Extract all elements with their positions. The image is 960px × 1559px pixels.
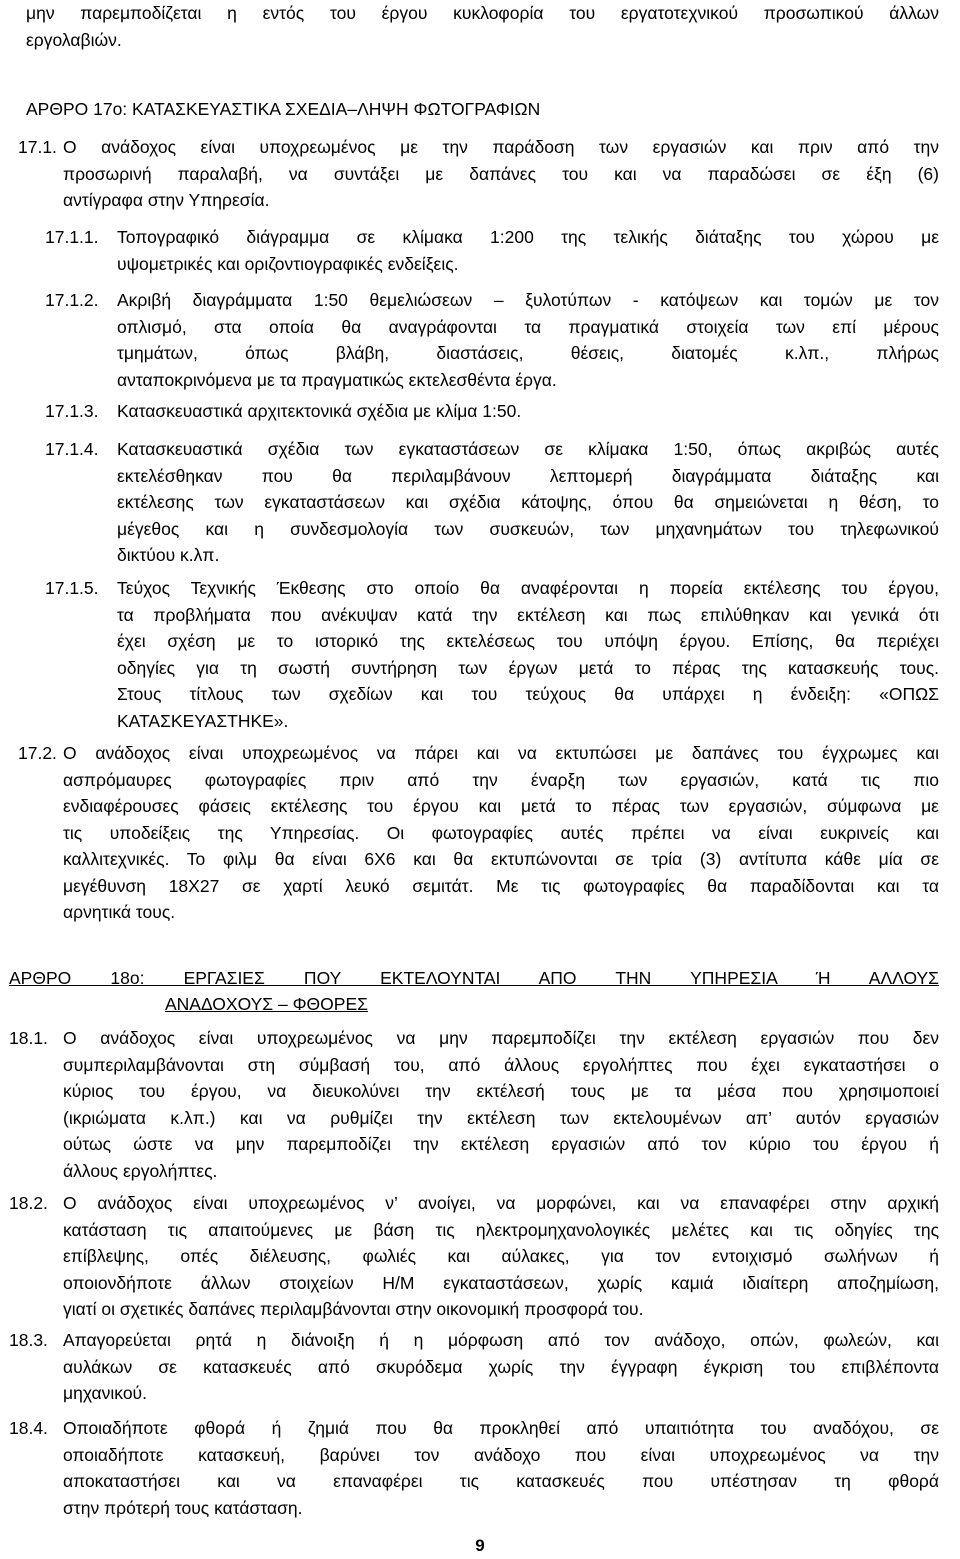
text-line: υψομετρικές και οριζοντιογραφικές ενδείξεις. xyxy=(117,253,459,274)
text-line: εργολαβιών. xyxy=(26,29,122,50)
text-line: ενδιαφέρουσες φάσεις εκτέλεσης του έργου και μετά το πέρας των εργασιών, σύμφωνα με xyxy=(63,796,939,816)
text-line: ανταποκρινόμενα με τα πραγματικώς εκτελεσθέντα έργα. xyxy=(117,369,557,390)
paragraph-18-2 xyxy=(9,1190,939,1323)
paragraph-number: 17.1. xyxy=(18,137,57,157)
heading-line: ΑΝΑΔΟΧΟΥΣ – ΦΘΟΡΕΣ xyxy=(165,994,368,1014)
text-line: τα προβλήματα που ανέκυψαν κατά την εκτέλεση και πως επιλύθηκαν και γενικά ότι xyxy=(117,604,939,625)
text-line: άλλους εργολήπτες. xyxy=(63,1160,218,1181)
text-line: κύριος του έργου, να διευκολύνει την εκτέλεσή τους με τα μέσα που χρησιμοποιεί xyxy=(63,1081,939,1101)
text-line: Ο ανάδοχος είναι υποχρεωμένος να μην παρεμποδίζει την εκτέλεση εργασιών που δεν xyxy=(63,1028,939,1048)
paragraph-number: 18.4. xyxy=(9,1418,48,1438)
text-line: Οποιαδήποτε φθορά ή ζημιά που θα προκληθεί από υπαιτιότητα του αναδόχου, σε xyxy=(63,1418,939,1438)
text-line: ΚΑΤΑΣΚΕΥΑΣΤΗΚΕ». xyxy=(117,710,289,731)
paragraph-17-1-3 xyxy=(45,398,939,425)
text-line: οποιονδήποτε άλλων στοιχείων Η/Μ εγκαταστάσεων, χωρίς καμιά ιδιαίτερη αποζημίωση, xyxy=(63,1272,939,1293)
text-line: καλλιτεχνικές. Το φιλμ θα είναι 6Χ6 και θα εκτυπώνονται σε τρία (3) αντίτυπα κάθε μία σε xyxy=(63,849,939,869)
paragraph-17-2 xyxy=(18,740,939,926)
text-line: συμπεριλαμβάνονται στη σύμβασή του, από άλλους εργολήπτες που έχει εγκαταστήσει ο xyxy=(63,1054,939,1075)
text-line: Στους τίτλους των σχεδίων και του τεύχους θα υπάρχει η ένδειξη: «ΟΠΩΣ xyxy=(117,684,939,704)
text-line: δικτύου κ.λπ. xyxy=(117,545,220,565)
text-line: αντίγραφα στην Υπηρεσία. xyxy=(63,190,270,210)
article-17-heading: ΑΡΘΡΟ 17ο: ΚΑΤΑΣΚΕΥΑΣΤΙΚΑ ΣΧΕΔΙΑ–ΛΗΨΗ ΦΩΤΟΓΡΑΦΙΩΝ xyxy=(26,99,541,119)
page-number: 9 xyxy=(475,1536,485,1555)
text-line: Ο ανάδοχος είναι υποχρεωμένος να πάρει και να εκτυπώσει με δαπάνες του έγχρωμες και xyxy=(63,743,939,763)
paragraph-number: 17.1.3. xyxy=(45,401,99,421)
paragraph-number: 18.3. xyxy=(9,1330,48,1350)
paragraph-number: 17.1.2. xyxy=(45,290,99,310)
text-line: οδηγίες για τη σωστή συντήρηση των έργων μετά το πέρας της κατασκευής τους. xyxy=(117,657,939,678)
text-line: αυλάκων σε κατασκευές από σκυρόδεμα χωρίς την έγγραφη έγκριση του επιβλέποντα xyxy=(63,1356,939,1377)
paragraph-18-4 xyxy=(9,1415,939,1521)
text-line: Ο ανάδοχος είναι υποχρεωμένος ν’ ανοίγει, να μορφώνει, και να επαναφέρει στην αρχική xyxy=(63,1193,939,1213)
text-line: αρνητικά τους. xyxy=(63,902,176,922)
text-line: οπλισμό, στα οποία θα αναγράφονται τα πραγματικά στοιχεία των επί μέρους xyxy=(117,316,939,337)
paragraph-17-1-1 xyxy=(45,224,939,277)
paragraph-number: 17.1.1. xyxy=(45,227,99,247)
intro-paragraph xyxy=(26,0,939,53)
text-line: (ικριώματα κ.λπ.) και να ρυθμίζει την εκτέλεση των εκτελουμένων απ’ αυτόν εργασιών xyxy=(63,1107,939,1128)
paragraph-17-1-5 xyxy=(45,575,939,734)
text-line: μην παρεμποδίζεται η εντός του έργου κυκλοφορία του εργατοτεχνικού προσωπικού άλλων xyxy=(26,3,939,23)
text-line: Τοπογραφικό διάγραμμα σε κλίμακα 1:200 της τελικής διάταξης του χώρου με xyxy=(117,227,939,247)
text-line: μέγεθος και η συνδεσμολογία των συσκευών, των μηχανημάτων του τηλεφωνικού xyxy=(117,518,939,539)
paragraph-number: 18.1. xyxy=(9,1028,48,1048)
heading-line: ΑΡΘΡΟ 18ο: ΕΡΓΑΣΙΕΣ ΠΟΥ ΕΚΤΕΛΟΥΝΤΑΙ ΑΠΟ ΤΗΝ ΥΠΗΡΕΣΙΑ Ή ΑΛΛΟΥΣ xyxy=(9,968,939,988)
text-line: τις υποδείξεις της Υπηρεσίας. Οι φωτογραφίες αυτές πρέπει να είναι ευκρινείς και xyxy=(63,822,939,843)
text-line: επίβλεψης, οπές διέλευσης, φωλιές και αύλακες, για τον εντοιχισμό σωλήνων ή xyxy=(63,1246,939,1266)
text-line: στην πρότερή τους κατάσταση. xyxy=(63,1497,303,1518)
paragraph-17-1-4 xyxy=(45,436,939,569)
text-line: κατάσταση τις απαιτούμενες με βάση τις ηλεκτρομηχανολογικές μελέτες και τις οδηγίες της xyxy=(63,1219,939,1240)
paragraph-number: 17.1.5. xyxy=(45,578,99,598)
text-line: Κατασκευαστικά σχέδια των εγκαταστάσεων σε κλίμακα 1:50, όπως ακριβώς αυτές xyxy=(117,439,939,459)
text-line: μηχανικού. xyxy=(63,1383,147,1403)
paragraph-18-3 xyxy=(9,1327,939,1407)
paragraph-number: 17.1.4. xyxy=(45,439,99,459)
text-line: γιατί οι σχετικές δαπάνες περιλαμβάνονται στην οικονομική προσφορά του. xyxy=(63,1299,644,1319)
text-line: μεγέθυνση 18Χ27 σε χαρτί λευκό σεμιτάτ. Με τις φωτογραφίες θα παραδίδονται και τα xyxy=(63,875,939,896)
text-line: τμημάτων, όπως βλάβη, διαστάσεις, θέσεις, διατομές κ.λπ., πλήρως xyxy=(117,343,939,363)
text-line: ασπρόμαυρες φωτογραφίες πριν από την έναρξη των εργασιών, κατά τις πιο xyxy=(63,769,939,790)
paragraph-17-1 xyxy=(18,134,939,214)
text-line: ούτως ώστε να μην παρεμποδίζει την εκτέλεση εργασιών από τον κύριο του έργου ή xyxy=(63,1134,939,1154)
text-line: οποιαδήποτε κατασκευή, βαρύνει τον ανάδοχο που είναι υποχρεωμένος να την xyxy=(63,1444,939,1465)
text-line: έχει σχέση με το ιστορικό της εκτελέσεως του υπόψη έργου. Επίσης, θα περιέχει xyxy=(117,631,939,651)
text-line: εκτελέσθηκαν που θα περιλαμβάνουν λεπτομερή διαγράμματα διάταξης και xyxy=(117,465,939,486)
text-line: Απαγορεύεται ρητά η διάνοιξη ή η μόρφωση από τον ανάδοχο, οπών, φωλεών, και xyxy=(63,1330,939,1350)
text-line: Ο ανάδοχος είναι υποχρεωμένος με την παράδοση των εργασιών και πριν από την xyxy=(63,137,939,157)
text-line: Ακριβή διαγράμματα 1:50 θεμελιώσεων – ξυλοτύπων - κατόψεων και τομών με τον xyxy=(117,290,939,310)
article-18-heading xyxy=(9,965,939,1017)
text-line: Κατασκευαστικά αρχιτεκτονικά σχέδια με κλίμα 1:50. xyxy=(117,401,522,421)
paragraph-18-1 xyxy=(9,1025,939,1184)
text-line: Τεύχος Τεχνικής Έκθεσης στο οποίο θα αναφέρονται η πορεία εκτέλεσης του έργου, xyxy=(117,578,939,598)
paragraph-17-1-2 xyxy=(45,287,939,393)
text-line: προσωρινή παραλαβή, να συντάξει με δαπάνες του και να παραδώσει σε έξη (6) xyxy=(63,163,939,184)
paragraph-number: 17.2. xyxy=(18,743,57,763)
text-line: εκτέλεσης των εγκαταστάσεων και σχέδια κάτοψης, όπου θα σημειώνεται η θέση, το xyxy=(117,492,939,512)
text-line: αποκαταστήσει και να επαναφέρει τις κατασκευές που υπέστησαν τη φθορά xyxy=(63,1471,939,1491)
paragraph-number: 18.2. xyxy=(9,1193,48,1213)
